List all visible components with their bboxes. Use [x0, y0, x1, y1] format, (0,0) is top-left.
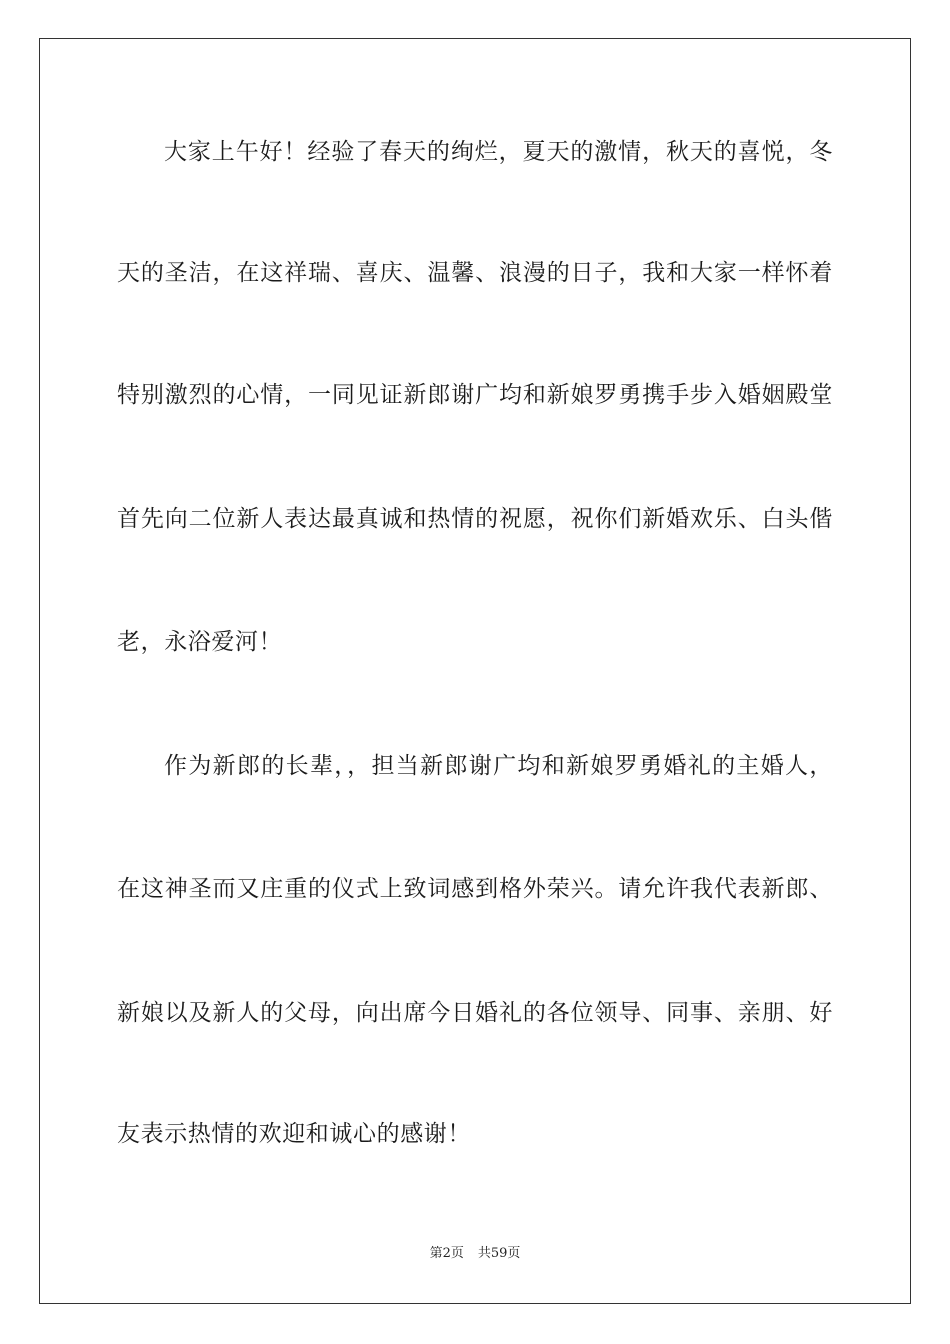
body-text-line: 特别激烈的心情，一同见证新郎谢广均和新娘罗勇携手步入婚姻殿堂 — [117, 382, 833, 408]
page-border — [39, 38, 911, 1304]
total-pages: 共59页 — [477, 1246, 521, 1261]
body-text-line: 老，永浴爱河！ — [117, 629, 283, 655]
page-footer — [0, 1245, 950, 1263]
body-text-line: 友表示热情的欢迎和诚心的感谢！ — [117, 1121, 471, 1147]
body-text-line: 新娘以及新人的父母，向出席今日婚礼的各位领导、同事、亲朋、好 — [117, 1000, 833, 1026]
body-text-line: 首先向二位新人表达最真诚和热情的祝愿，祝你们新婚欢乐、白头偕 — [117, 506, 833, 532]
body-text-line: 天的圣洁，在这祥瑞、喜庆、温馨、浪漫的日子，我和大家一样怀着 — [117, 260, 833, 286]
body-text-line: 在这神圣而又庄重的仪式上致词感到格外荣兴。请允许我代表新郎、 — [117, 876, 833, 902]
body-text-line: 大家上午好！经验了春天的绚烂，夏天的激情，秋天的喜悦，冬 — [164, 139, 833, 165]
body-text-line: 作为新郎的长辈，，担当新郎谢广均和新娘罗勇婚礼的主婚人， — [164, 753, 833, 779]
page-number: 第2页 — [429, 1246, 464, 1261]
